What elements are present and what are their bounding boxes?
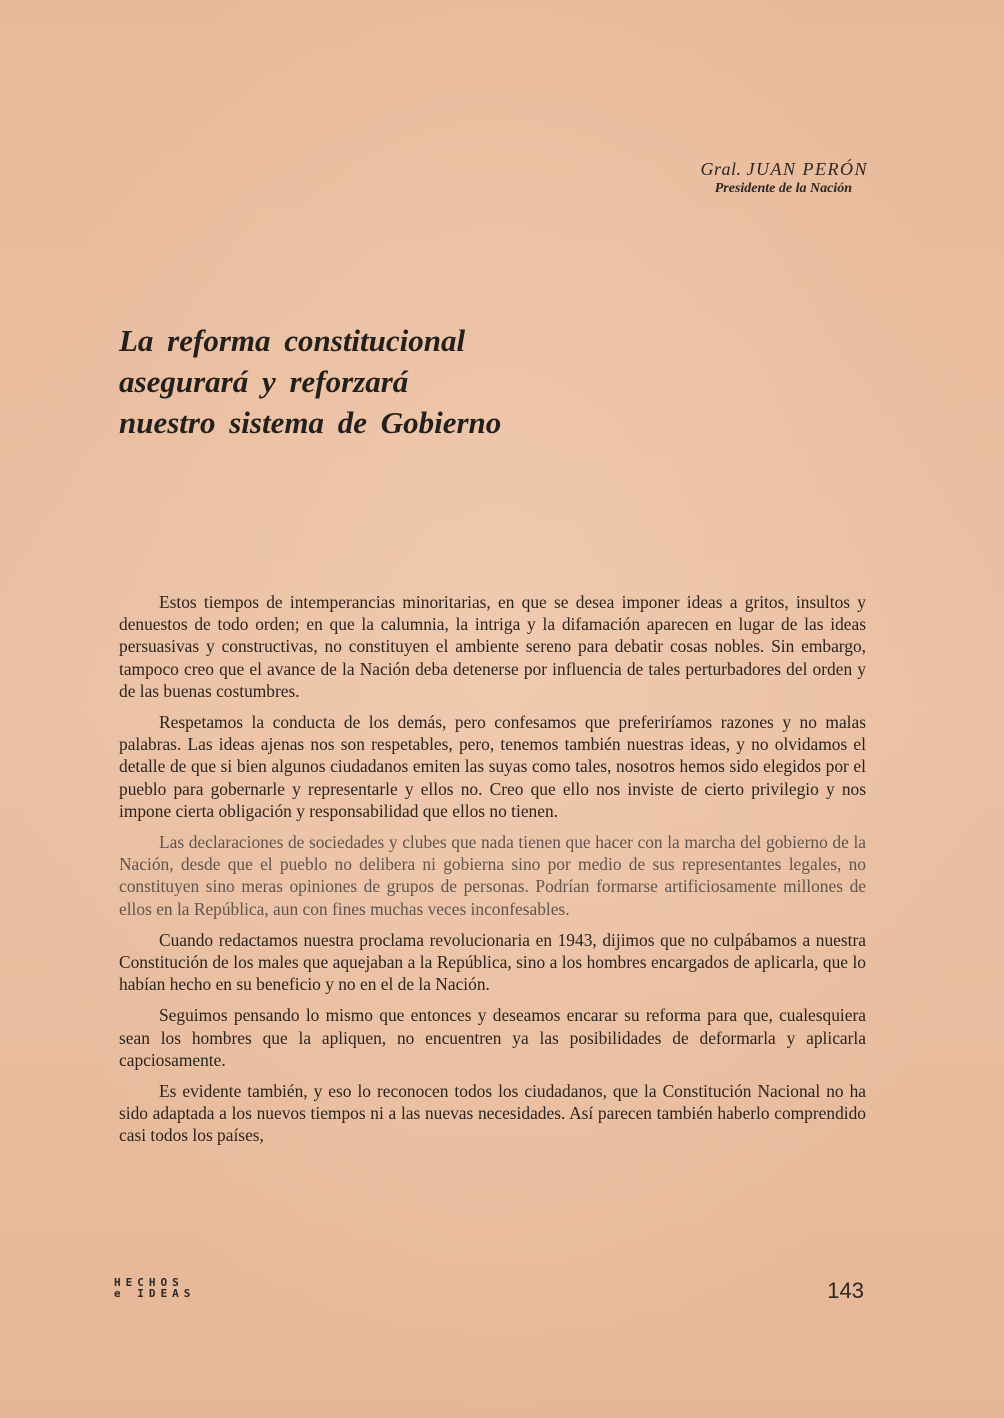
article-paragraph: Cuando redactamos nuestra proclama revolucionaria en 1943, dijimos que no culpábamos a nuestra Constitución de los males que aquejaban a la República, sino a los hombres encargados de aplicarla, que lo habían hecho en su beneficio y no en el de la Nación. xyxy=(119,929,866,995)
article-paragraph: Seguimos pensando lo mismo que entonces y deseamos encarar su reforma para que, cualesquiera sean los hombres que la apliquen, no encuentren ya las posibilidades de deformarla y aplicarla capciosamente. xyxy=(119,1005,866,1070)
author-title-prefix: Gral. xyxy=(700,159,742,179)
article-body xyxy=(119,591,866,1147)
article-paragraph: Estos tiempos de intemperancias minoritarias, en que se desea imponer ideas a gritos, insultos y denuestos de todo orden; en que la calumnia, la intriga y la difamación aparecen en lugar de las ideas persuasivas y constructivas, no constituyen el ambiente sereno para debatir cosas nobles. Sin embargo, tampoco creo que el avance de la Nación deba detenerse por influencia de tales perturbadores del orden y de las buenas costumbres. xyxy=(119,592,866,701)
publication-logo xyxy=(114,1277,195,1299)
author-name-line xyxy=(701,158,869,180)
publication-logo-line: e IDEAS xyxy=(114,1287,196,1300)
publication-logo-line: HECHOS xyxy=(114,1276,184,1289)
page-number: 143 xyxy=(827,1278,864,1303)
article-title-line: asegurará y reforzará xyxy=(119,364,409,399)
author-role: Presidente de la Nación xyxy=(714,181,852,196)
author-name: JUAN PERÓN xyxy=(746,159,868,179)
article-paragraph: Las declaraciones de sociedades y clubes que nada tienen que hacer con la marcha del gobierno de la Nación, desde que el pueblo no delibera ni gobierna sino por medio de sus representantes legales, no constituyen sino meras opiniones de grupos de personas. Podrían formarse artificiosamente millones de ellos en la República, aun con fines muchas veces inconfesables. xyxy=(119,832,866,919)
article-title-line: nuestro sistema de Gobierno xyxy=(119,405,502,440)
article-paragraph: Respetamos la conducta de los demás, pero confesamos que preferiríamos razones y no malas palabras. Las ideas ajenas nos son respetables, pero, tenemos también nuestras ideas, y no olvidamos el detalle de que si bien algunos ciudadanos emiten las suyas como tales, nosotros hemos sido elegidos por el pueblo para gobernarle y representarle y ellos no. Creo que ello nos inviste de cierto privilegio y nos impone cierta obligación y responsabilidad que ellos no tienen. xyxy=(119,712,866,821)
author-byline xyxy=(701,158,869,198)
article-paragraph: Es evidente también, y eso lo reconocen todos los ciudadanos, que la Constitución Nacional no ha sido adaptada a los nuevos tiempos ni a las nuevas necesidades. Así parecen también haberlo comprendido casi todos los países, xyxy=(119,1081,866,1146)
article-title xyxy=(119,320,679,443)
article-title-line: La reforma constitucional xyxy=(119,323,466,358)
